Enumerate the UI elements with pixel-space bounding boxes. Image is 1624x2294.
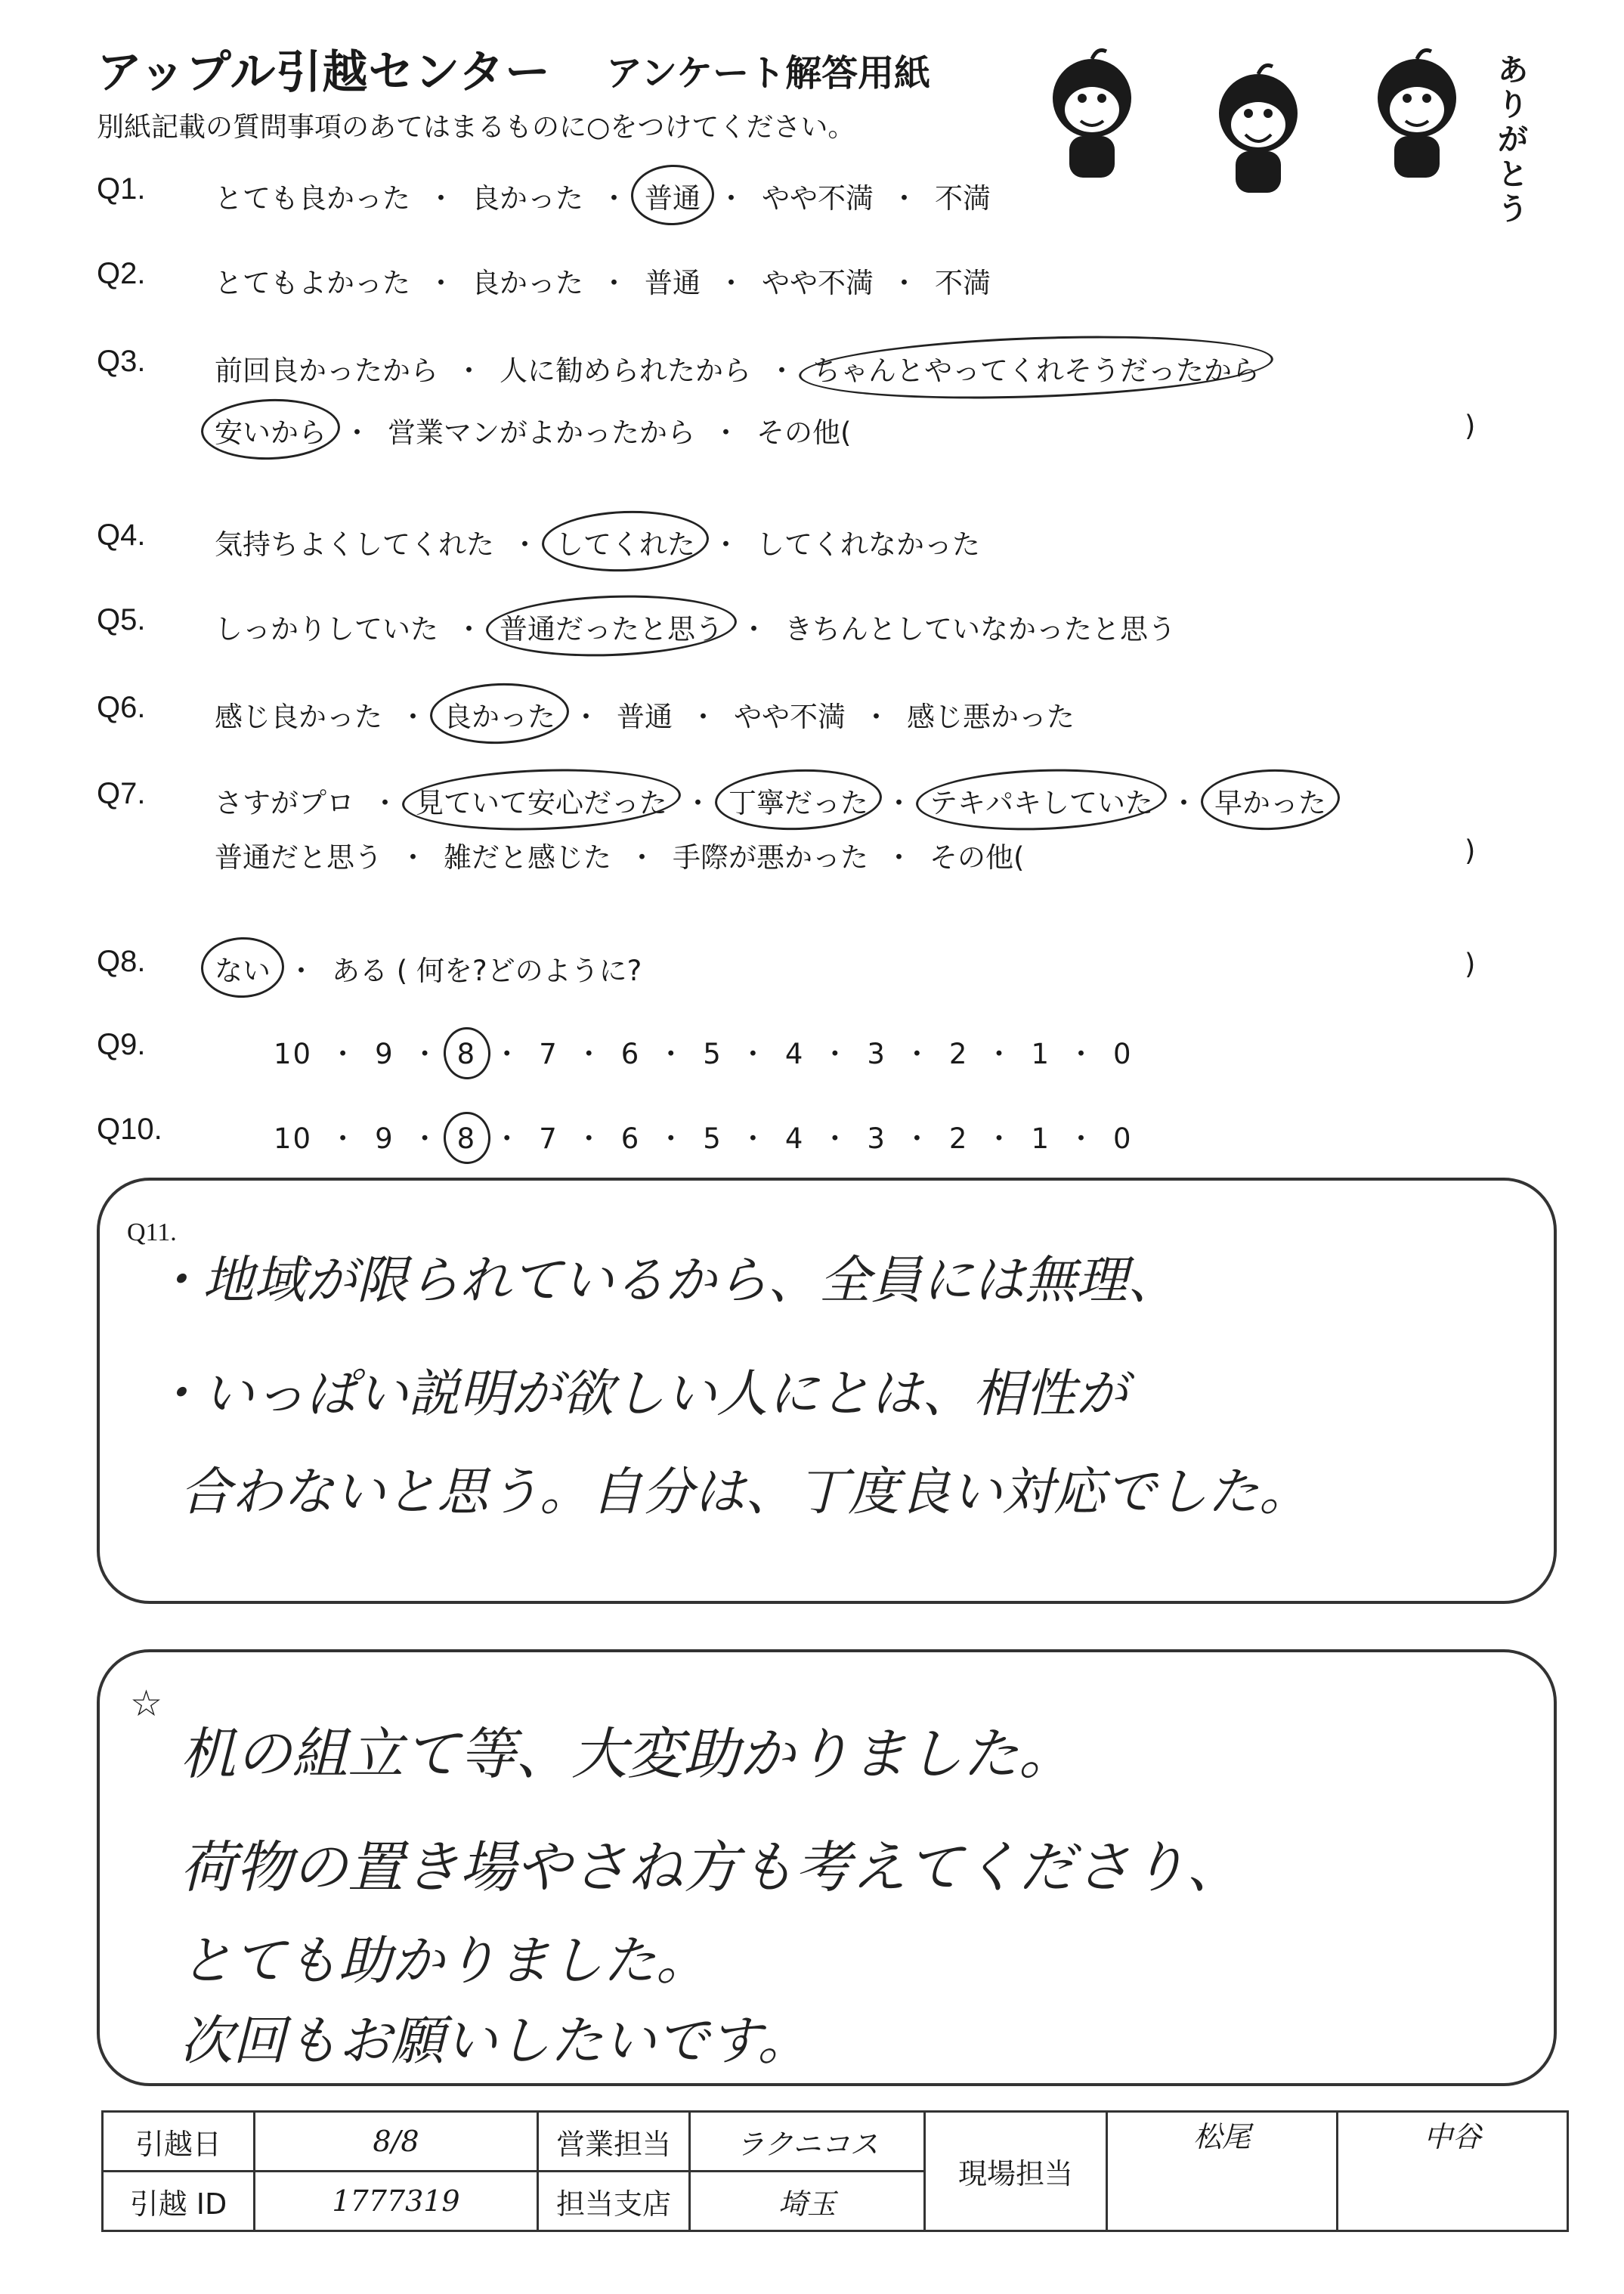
option[interactable]: やや不満	[734, 701, 846, 733]
separator-dot: ・	[890, 267, 918, 299]
option[interactable]: 感じ良かった	[215, 701, 382, 733]
option-circled[interactable]: ない	[212, 948, 274, 989]
option[interactable]: 普通	[645, 267, 701, 299]
thanks-tagline: ありがとう	[1498, 53, 1528, 227]
option[interactable]: 0	[1113, 1038, 1133, 1070]
option-list	[212, 522, 983, 562]
separator-dot: ・	[717, 267, 745, 299]
option[interactable]: 0	[1113, 1122, 1133, 1155]
option[interactable]: やや不満	[762, 267, 874, 299]
site-staff-label: 現場担当	[925, 2112, 1107, 2231]
option-circled[interactable]: 早かった	[1211, 780, 1329, 821]
separator-dot: ・	[1067, 1122, 1097, 1155]
option[interactable]: 気持ちよくしてくれた	[215, 528, 494, 561]
sales-label: 営業担当	[538, 2112, 690, 2172]
separator-dot: ・	[738, 1122, 769, 1155]
separator-dot: ・	[890, 182, 918, 215]
separator-dot: ・	[329, 1038, 359, 1070]
option-list	[212, 348, 1263, 389]
star-icon: ☆	[130, 1683, 163, 1725]
option-circled[interactable]: 良かった	[441, 694, 558, 735]
separator-dot: ・	[343, 416, 371, 449]
option[interactable]: 手際が悪かった	[673, 841, 868, 874]
option-list	[212, 260, 994, 301]
question-label: Q6.	[97, 691, 146, 724]
option[interactable]: 良かった	[472, 182, 583, 215]
separator-dot: ・	[600, 182, 628, 215]
option[interactable]: 7	[539, 1122, 558, 1155]
branch-value: 埼玉	[690, 2172, 925, 2231]
form-title: アンケート解答用紙	[606, 52, 931, 94]
option[interactable]: ある ( 何を?どのように?	[332, 955, 642, 987]
option[interactable]: 4	[784, 1122, 805, 1155]
option[interactable]: してくれなかった	[756, 528, 980, 561]
option[interactable]: きちんとしていなかったと思う	[784, 613, 1176, 645]
move-id-label: 引越 ID	[103, 2172, 255, 2231]
q11-label: Q11.	[127, 1218, 177, 1246]
separator-dot: ・	[574, 1038, 605, 1070]
separator-dot: ・	[684, 787, 712, 819]
separator-dot: ・	[862, 701, 890, 733]
separator-dot: ・	[712, 416, 740, 449]
separator-dot: ・	[574, 1122, 605, 1155]
company-name: アップル引越センター	[97, 46, 551, 99]
separator-dot: ・	[410, 1038, 441, 1070]
option[interactable]: 雑だと感じた	[444, 841, 611, 874]
option[interactable]: 6	[620, 1122, 641, 1155]
close-paren: )	[1465, 410, 1476, 442]
option-circled[interactable]: 8	[454, 1038, 480, 1070]
option[interactable]: 良かった	[472, 267, 583, 299]
option-list	[212, 948, 645, 989]
monkey-mascot-icon	[1194, 60, 1322, 204]
option[interactable]: 1	[1031, 1038, 1051, 1070]
separator-dot: ・	[1067, 1038, 1097, 1070]
separator-dot: ・	[455, 613, 483, 645]
separator-dot: ・	[329, 1122, 359, 1155]
separator-dot: ・	[902, 1122, 933, 1155]
separator-dot: ・	[572, 701, 600, 733]
separator-dot: ・	[371, 787, 399, 819]
question-label: Q8.	[97, 945, 146, 978]
close-paren: )	[1465, 834, 1476, 867]
q11-answer-line: 合わないと思う。自分は、丁度良い対応でした。	[180, 1463, 1311, 1522]
option[interactable]: 10	[274, 1038, 313, 1070]
option[interactable]: 3	[867, 1122, 886, 1155]
option[interactable]: 人に勧められたから	[500, 354, 751, 387]
separator-dot: ・	[600, 267, 628, 299]
separator-dot: ・	[427, 267, 455, 299]
separator-dot: ・	[885, 787, 913, 819]
separator-dot: ・	[493, 1122, 523, 1155]
instruction-text: 別紙記載の質問事項のあてはまるものに○をつけてください。	[97, 112, 855, 143]
separator-dot: ・	[493, 1038, 523, 1070]
separator-dot: ・	[399, 841, 427, 874]
option-list	[212, 694, 1078, 735]
option[interactable]: 2	[948, 1038, 969, 1070]
option[interactable]: 6	[620, 1038, 641, 1070]
separator-dot: ・	[740, 613, 768, 645]
option[interactable]: 2	[948, 1122, 969, 1155]
separator-dot: ・	[902, 1038, 933, 1070]
separator-dot: ・	[738, 1038, 769, 1070]
option-circled[interactable]: 丁寧だった	[725, 780, 871, 821]
option[interactable]: 7	[539, 1038, 558, 1070]
option[interactable]: やや不満	[762, 182, 874, 215]
option[interactable]: 普通	[617, 701, 673, 733]
option[interactable]: しっかりしていた	[215, 613, 438, 645]
option[interactable]: 5	[703, 1038, 722, 1070]
option[interactable]: 9	[375, 1038, 394, 1070]
option[interactable]: 5	[703, 1122, 722, 1155]
option-circled[interactable]: 8	[454, 1122, 480, 1155]
option-circled[interactable]: してくれた	[552, 522, 698, 562]
branch-label: 担当支店	[538, 2172, 690, 2231]
separator-dot: ・	[657, 1038, 687, 1070]
question-label: Q4.	[97, 519, 146, 552]
option[interactable]: とても良かった	[215, 182, 410, 215]
option[interactable]: とてもよかった	[215, 267, 410, 299]
option[interactable]: さすがプロ	[215, 787, 354, 819]
separator-dot: ・	[399, 701, 427, 733]
option[interactable]: 前回良かったから	[215, 354, 438, 387]
option-list	[271, 1116, 1136, 1156]
question-label: Q2.	[97, 257, 146, 290]
separator-dot: ・	[427, 182, 455, 215]
separator-dot: ・	[410, 1122, 441, 1155]
option-circled[interactable]: 安いから	[212, 410, 329, 450]
separator-dot: ・	[689, 701, 717, 733]
option-list	[212, 606, 1179, 647]
question-label: Q1.	[97, 172, 146, 206]
monkey-mascot-icon	[1353, 45, 1481, 189]
comment-line: 机の組立て等、大変助かりました。	[180, 1722, 1075, 1787]
separator-dot: ・	[1170, 787, 1198, 819]
question-label: Q10.	[97, 1113, 162, 1146]
sales-value: ラクニコス	[690, 2112, 925, 2172]
separator-dot: ・	[768, 354, 796, 387]
option-list	[212, 410, 854, 450]
question-label: Q7.	[97, 777, 146, 810]
option[interactable]: その他(	[930, 841, 1025, 874]
move-id-value: 1777319	[255, 2172, 538, 2231]
option[interactable]: 不満	[935, 267, 991, 299]
separator-dot: ・	[455, 354, 483, 387]
separator-dot: ・	[821, 1038, 851, 1070]
separator-dot: ・	[287, 955, 315, 987]
separator-dot: ・	[985, 1122, 1015, 1155]
separator-dot: ・	[511, 528, 539, 561]
option-list	[212, 175, 994, 216]
q11-answer-line: ・地域が限られているから、全員には無理、	[151, 1251, 1180, 1311]
move-date-label: 引越日	[103, 2112, 255, 2172]
separator-dot: ・	[885, 841, 913, 874]
option[interactable]: 1	[1031, 1122, 1051, 1155]
option[interactable]: 9	[375, 1122, 394, 1155]
q11-answer-line: ・いっぱい説明が欲しい人にとは、相性が	[151, 1364, 1128, 1424]
option[interactable]: 10	[274, 1122, 313, 1155]
site-staff-2: 中谷	[1338, 2112, 1568, 2231]
option-list	[212, 834, 1027, 875]
question-label: Q5.	[97, 603, 146, 636]
separator-dot: ・	[985, 1038, 1015, 1070]
close-paren: )	[1465, 948, 1476, 980]
monkey-mascot-icon	[1028, 45, 1156, 189]
option-circled[interactable]: 普通だったと思う	[496, 606, 726, 647]
option-circled[interactable]: 普通	[642, 175, 704, 216]
option[interactable]: 4	[784, 1038, 805, 1070]
move-date-value: 8/8	[255, 2112, 538, 2172]
question-label: Q3.	[97, 345, 146, 378]
option[interactable]: その他(	[756, 416, 852, 449]
option-list	[212, 780, 1329, 821]
comment-line: 荷物の置き場やさね方も考えてくださり、	[180, 1835, 1242, 1900]
separator-dot: ・	[717, 182, 745, 215]
separator-dot: ・	[821, 1122, 851, 1155]
comment-line: とても助かりました。	[180, 1930, 709, 1992]
site-staff-1: 松尾	[1107, 2112, 1338, 2231]
footer-info-table	[101, 2110, 1569, 2232]
option-circled[interactable]: 見ていて安心だった	[413, 780, 670, 821]
question-label: Q9.	[97, 1028, 146, 1061]
separator-dot: ・	[628, 841, 656, 874]
comment-line: 次回もお願いしたいです。	[180, 2010, 811, 2072]
option-circled[interactable]: ちゃんとやってくれそうだったから	[809, 348, 1263, 389]
option[interactable]: 営業マンがよかったから	[388, 416, 695, 449]
option-list	[271, 1031, 1136, 1072]
option-circled[interactable]: テキパキしていた	[926, 780, 1156, 821]
option[interactable]: 普通だと思う	[215, 841, 382, 874]
option[interactable]: 不満	[935, 182, 991, 215]
option[interactable]: 3	[867, 1038, 886, 1070]
option[interactable]: 感じ悪かった	[907, 701, 1075, 733]
separator-dot: ・	[657, 1122, 687, 1155]
separator-dot: ・	[712, 528, 740, 561]
